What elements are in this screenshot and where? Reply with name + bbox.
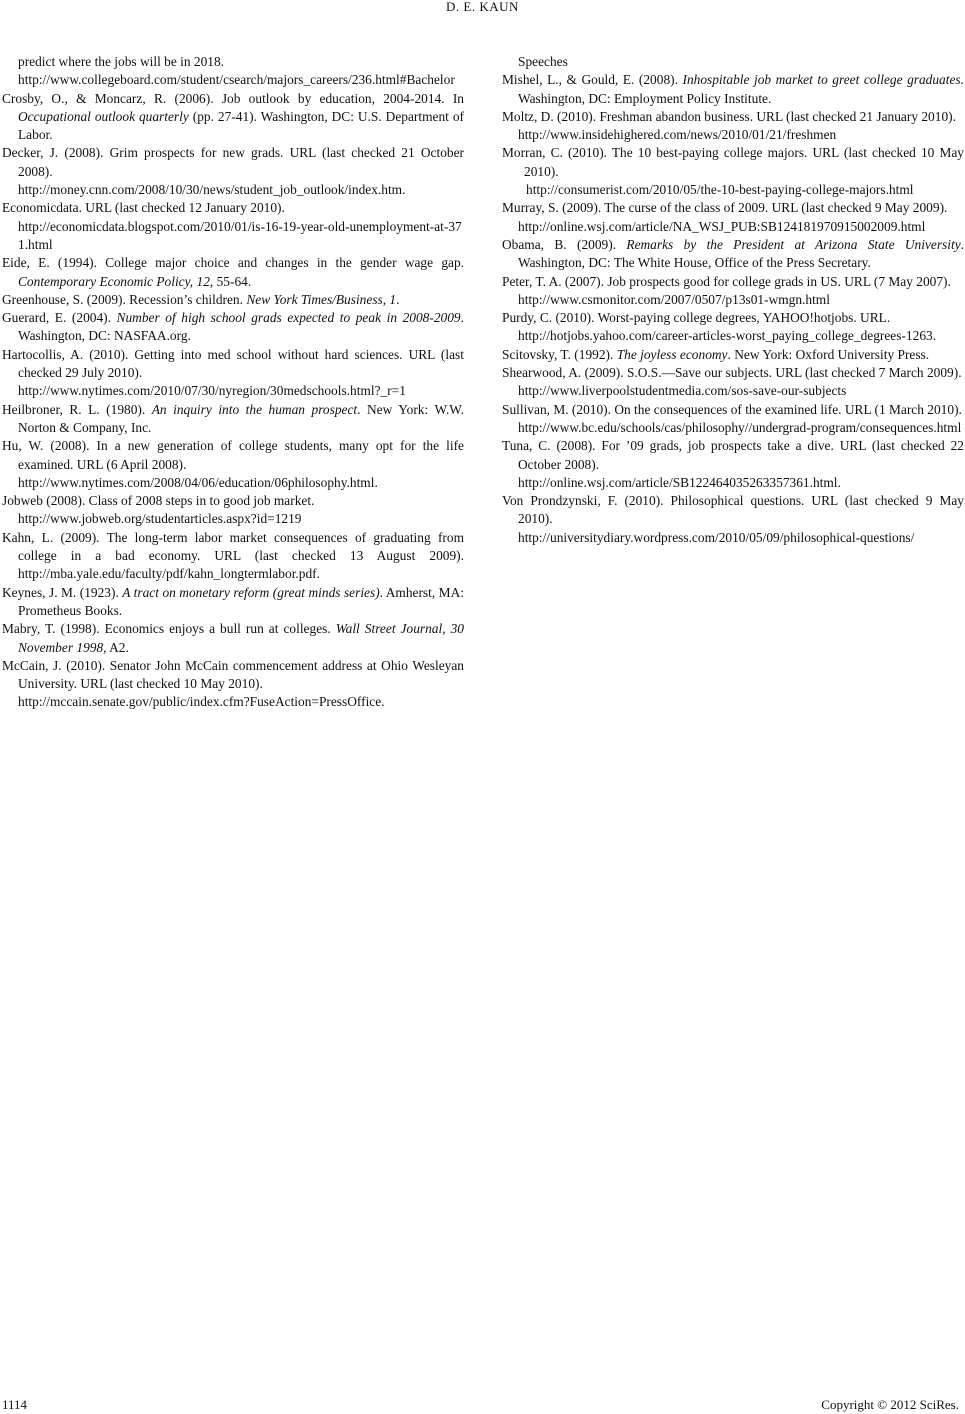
reference-entry: Morran, C. (2010). The 10 best-paying college majors. URL (last checked 10 May 2010). [502, 145, 964, 179]
reference-continuation: predict where the jobs will be in 2018. [18, 54, 225, 69]
reference-entry: Eide, E. (1994). College major choice and changes in the gender wage gap. Contemporary Economic Policy, 12, 55-64. [2, 255, 464, 289]
reference-url[interactable]: http://hotjobs.yahoo.com/career-articles-worst_paying_college_degrees-1263. [518, 328, 937, 344]
reference-url[interactable]: http://universitydiary.wordpress.com/2010/05/09/philosophical-questions/ [518, 529, 915, 545]
reference-entry: Scitovsky, T. (1992). The joyless economy. New York: Oxford University Press. [502, 346, 930, 362]
copyright-notice: Copyright © 2012 SciRes. [821, 1397, 959, 1412]
reference-url[interactable]: http://www.collegeboard.com/student/csearch/majors_careers/236.html#Bachelor [18, 72, 455, 88]
reference-entry: Heilbroner, R. L. (1980). An inquiry into the human prospect. New York: W.W. Norton & Company, Inc. [2, 401, 464, 435]
reference-url[interactable]: http://www.liverpoolstudentmedia.com/sos-save-our-subjects [518, 383, 847, 399]
reference-entry: McCain, J. (2010). Senator John McCain commencement address at Ohio Wesleyan University. URL (last checked 10 May 2010). [2, 657, 464, 692]
reference-url[interactable]: http://www.nytimes.com/2010/07/30/nyregion/30medschools.html?_r=1 [18, 383, 406, 399]
reference-entry: Kahn, L. (2009). The long-term labor market consequences of graduating from college in a bad economy. URL (last checked 13 August 2009). http://mba.yale.edu/faculty/pdf/kahn_longtermlabor.pdf. [2, 529, 464, 582]
reference-entry: Keynes, J. M. (1923). A tract on monetary reform (great minds series). Amherst, MA: Prometheus Books. [2, 584, 464, 618]
reference-url[interactable]: http://www.bc.edu/schools/cas/philosophy//undergrad-program/consequences.html [518, 419, 962, 435]
reference-entry: Greenhouse, S. (2009). Recession’s children. New York Times/Business, 1. [2, 291, 400, 307]
reference-entry: Mabry, T. (1998). Economics enjoys a bull run at colleges. Wall Street Journal, 30 November 1998, A2. [2, 621, 464, 655]
reference-entry: Decker, J. (2008). Grim prospects for new grads. URL (last checked 21 October 2008). [2, 145, 464, 179]
reference-url[interactable]: http://money.cnn.com/2008/10/30/news/student_job_outlook/index.htm. [18, 182, 406, 198]
reference-continuation: Speeches [518, 54, 568, 69]
reference-entry: Economicdata. URL (last checked 12 January 2010). [2, 200, 285, 216]
references-right-column [502, 53, 964, 547]
reference-entry: Purdy, C. (2010). Worst-paying college degrees, YAHOO!hotjobs. URL. [502, 310, 891, 326]
page-number: 1114 [2, 1397, 28, 1412]
reference-url[interactable]: http://consumerist.com/2010/05/the-10-best-paying-college-majors.html [526, 182, 914, 198]
reference-url[interactable]: http://online.wsj.com/article/NA_WSJ_PUB:SB124181970915002009.html [518, 218, 926, 234]
reference-entry: Moltz, D. (2010). Freshman abandon business. URL (last checked 21 January 2010). [502, 108, 956, 124]
reference-url[interactable]: http://www.insidehighered.com/news/2010/01/21/freshmen [518, 127, 837, 143]
reference-entry: Mishel, L., & Gould, E. (2008). Inhospitable job market to greet college graduates. Washington, DC: Employment Policy Institute. [502, 72, 964, 106]
reference-entry: Jobweb (2008). Class of 2008 steps in to good job market. [2, 493, 315, 509]
reference-entry: Crosby, O., & Moncarz, R. (2006). Job outlook by education, 2004-2014. In Occupational outlook quarterly (pp. 27-41). Washington, DC: U.S. Department of Labor. [2, 90, 464, 143]
reference-entry: Hu, W. (2008). In a new generation of college students, many opt for the life examined. URL (6 April 2008). [2, 438, 464, 472]
reference-entry: Obama, B. (2009). Remarks by the President at Arizona State University. Washington, DC: The White House, Office of the Press Secretary. [502, 236, 964, 271]
reference-url[interactable]: http://www.jobweb.org/studentarticles.aspx?id=1219 [18, 511, 302, 527]
reference-entry: Hartocollis, A. (2010). Getting into med school without hard sciences. URL (last checked 29 July 2010). [2, 346, 464, 381]
reference-entry: Tuna, C. (2008). For ’09 grads, job prospects take a dive. URL (last checked 22 October 2008). [502, 438, 964, 472]
running-head: D. E. KAUN [446, 0, 519, 14]
reference-entry: Peter, T. A. (2007). Job prospects good for college grads in US. URL (7 May 2007). [502, 273, 951, 289]
reference-url[interactable]: http://economicdata.blogspot.com/2010/01/is-16-19-year-old-unemployment-at-371.html [18, 218, 462, 252]
reference-entry: Guerard, E. (2004). Number of high school grads expected to peak in 2008-2009. Washington, DC: NASFAA.org. [2, 310, 464, 344]
reference-url[interactable]: http://online.wsj.com/article/SB122464035263357361.html. [518, 474, 841, 490]
reference-entry: Von Prondzynski, F. (2010). Philosophical questions. URL (last checked 9 May 2010). [502, 493, 964, 527]
reference-url[interactable]: http://www.nytimes.com/2008/04/06/education/06philosophy.html. [18, 474, 378, 490]
reference-entry: Shearwood, A. (2009). S.O.S.—Save our subjects. URL (last checked 7 March 2009). [502, 365, 962, 381]
reference-url[interactable]: http://www.csmonitor.com/2007/0507/p13s01-wmgn.html [518, 291, 830, 307]
references-left-column [2, 53, 464, 712]
reference-url[interactable]: http://mccain.senate.gov/public/index.cfm?FuseAction=PressOffice. [18, 694, 385, 710]
reference-entry: Sullivan, M. (2010). On the consequences of the examined life. URL (1 March 2010). [502, 401, 962, 417]
reference-entry: Murray, S. (2009). The curse of the class of 2009. URL (last checked 9 May 2009). [502, 200, 948, 216]
